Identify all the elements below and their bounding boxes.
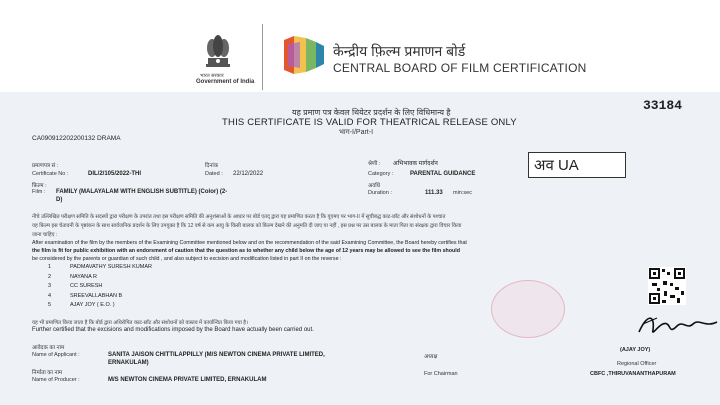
official-seal-icon <box>491 280 565 338</box>
member-name: SREEVALLABHAN B <box>70 293 123 299</box>
dated-hindi: दिनांक <box>205 163 219 169</box>
validity-hindi: यह प्रमाण पत्र केवल थियेटर प्रदर्शन के लिए विधिमान्य है <box>292 108 451 117</box>
english-paragraph-line3: be considered by the parents or guardian of such child , and also subject to excision and modification listed in part II on the reverse : <box>32 256 342 262</box>
producer-label: Name of Producer : <box>32 377 80 383</box>
applicant-hindi: आवेदक का नाम <box>32 345 65 351</box>
header-divider <box>262 24 263 90</box>
member-number: 2 <box>48 274 52 280</box>
board-name-english: CENTRAL BOARD OF FILM CERTIFICATION <box>333 61 587 75</box>
applicant-value: SANITA JAISON CHITTILAPPILLY (M/S NEWTON CINEMA PRIVATE LIMITED, <box>108 352 325 358</box>
signature-icon <box>635 310 720 340</box>
english-paragraph-line1: After examination of the film by the members of the Examining Committee mentioned below and on the recommendation of the said Examining Committee, the Board hereby certifies that <box>32 240 467 246</box>
officer-office: CBFC ,THIRUVANANTHAPURAM <box>590 371 676 377</box>
member-name: PADMAVATHY SURESH KUMAR <box>70 264 153 270</box>
certify-english: Further certified that the excisions and modifications imposed by the Board have actually been carried out. <box>32 327 314 333</box>
duration-hindi: अवधि <box>368 183 381 189</box>
member-number: 3 <box>48 283 52 289</box>
cbfc-logo-icon <box>280 32 326 78</box>
dated-label: Dated : <box>205 171 223 177</box>
duration-unit: min:sec <box>453 190 472 196</box>
film-value-cont: D) <box>56 197 63 203</box>
cert-no-value: DIL/2/105/2022-THI <box>88 171 142 177</box>
applicant-value-cont: ERNAKULAM) <box>108 360 149 366</box>
film-hindi: फ़िल्म : <box>32 183 47 189</box>
member-name: NAYANA R <box>70 274 97 280</box>
producer-value: M/S NEWTON CINEMA PRIVATE LIMITED, ERNAKULAM <box>108 377 267 383</box>
category-value: PARENTAL GUIDANCE <box>410 171 476 177</box>
duration-label: Duration : <box>368 190 392 196</box>
state-emblem-icon <box>200 28 236 76</box>
member-number: 4 <box>48 293 52 299</box>
applicant-label: Name of Applicant : <box>32 352 80 358</box>
serial-number: 33184 <box>643 98 683 113</box>
officer-name: (AJAY JOY) <box>620 347 651 353</box>
hindi-paragraph-line2: यह फ़िल्म इस चेतावनी के पृष्ठांकन के साथ सार्वजनिक प्रदर्शन के लिए उपयुक्त है कि 12 वर्ष से कम आयु के किसी बालक को फ़िल्म देखने की अनुमति दी जाए या नहीं , इस प्रश्न पर उस बालक के माता पिता या संरक्षक द्वारा विचार किया <box>32 223 462 229</box>
chairman-hindi: अध्यक्ष <box>424 354 438 360</box>
category-hindi: श्रेणी : <box>368 161 381 167</box>
film-label: Film : <box>32 189 46 195</box>
duration-value: 111.33 <box>425 190 443 196</box>
english-paragraph-line2: the film is fit for public exhibition with an endorsment of caution that the question as to whether any child below the age of 12 years may be allowed to see the film should <box>32 248 460 254</box>
part-label: भाग-I/Part-I <box>339 129 374 136</box>
officer-title: Regional Officer <box>617 361 657 367</box>
member-number: 5 <box>48 302 52 308</box>
chairman-label: For Chairman <box>424 371 458 377</box>
member-name: CC SURESH <box>70 283 103 289</box>
film-value: FAMILY (MALAYALAM WITH ENGLISH SUBTITLE) (Color) (2- <box>56 189 228 195</box>
gov-hindi: भारत सरकार <box>200 73 224 79</box>
cert-no-hindi: प्रमाणपत्र सं : <box>32 163 59 169</box>
dated-value: 22/12/2022 <box>233 171 264 177</box>
producer-hindi: निर्माता का नाम <box>32 370 63 376</box>
cert-no-label: Certificate No : <box>32 171 69 177</box>
hindi-paragraph-line3: जाना चाहिए : <box>32 232 58 238</box>
reference-code: CA090912202200132 DRAMA <box>32 135 121 142</box>
certify-hindi: यह भी प्रमाणित किया जाता है कि बोर्ड द्वारा अधिरोपित काट-छाँट और संशोधनों को वास्तव में कार्यान्वित किया गया है। <box>32 320 249 326</box>
category-label: Category : <box>368 171 394 177</box>
board-name-hindi: केन्द्रीय फ़िल्म प्रमाणन बोर्ड <box>333 43 466 59</box>
gov-english: Government of India <box>196 79 255 85</box>
member-name: AJAY JOY ( E.O. ) <box>70 302 115 308</box>
category-hindi-value: अभिभावक मार्गदर्शन <box>393 161 438 167</box>
hindi-paragraph-line1: नीचे उल्लिखित परीक्षण समिति के सदस्यों द्वारा परीक्षण के उपरांत तथा इस परीक्षण समिति की अनुशंसाओं के आधार पर बोर्ड एतद् द्वारा यह प्रमाणित करता है कि यूएमए पर भाग-II में सूचीबद्ध काट-छाँट और संशोधनों के पश्चात <box>32 214 446 220</box>
validity-english: THIS CERTIFICATE IS VALID FOR THEATRICAL RELEASE ONLY <box>222 117 517 128</box>
member-number: 1 <box>48 264 52 270</box>
qr-code-icon <box>648 267 686 305</box>
rating-label: अव UA <box>534 157 579 174</box>
